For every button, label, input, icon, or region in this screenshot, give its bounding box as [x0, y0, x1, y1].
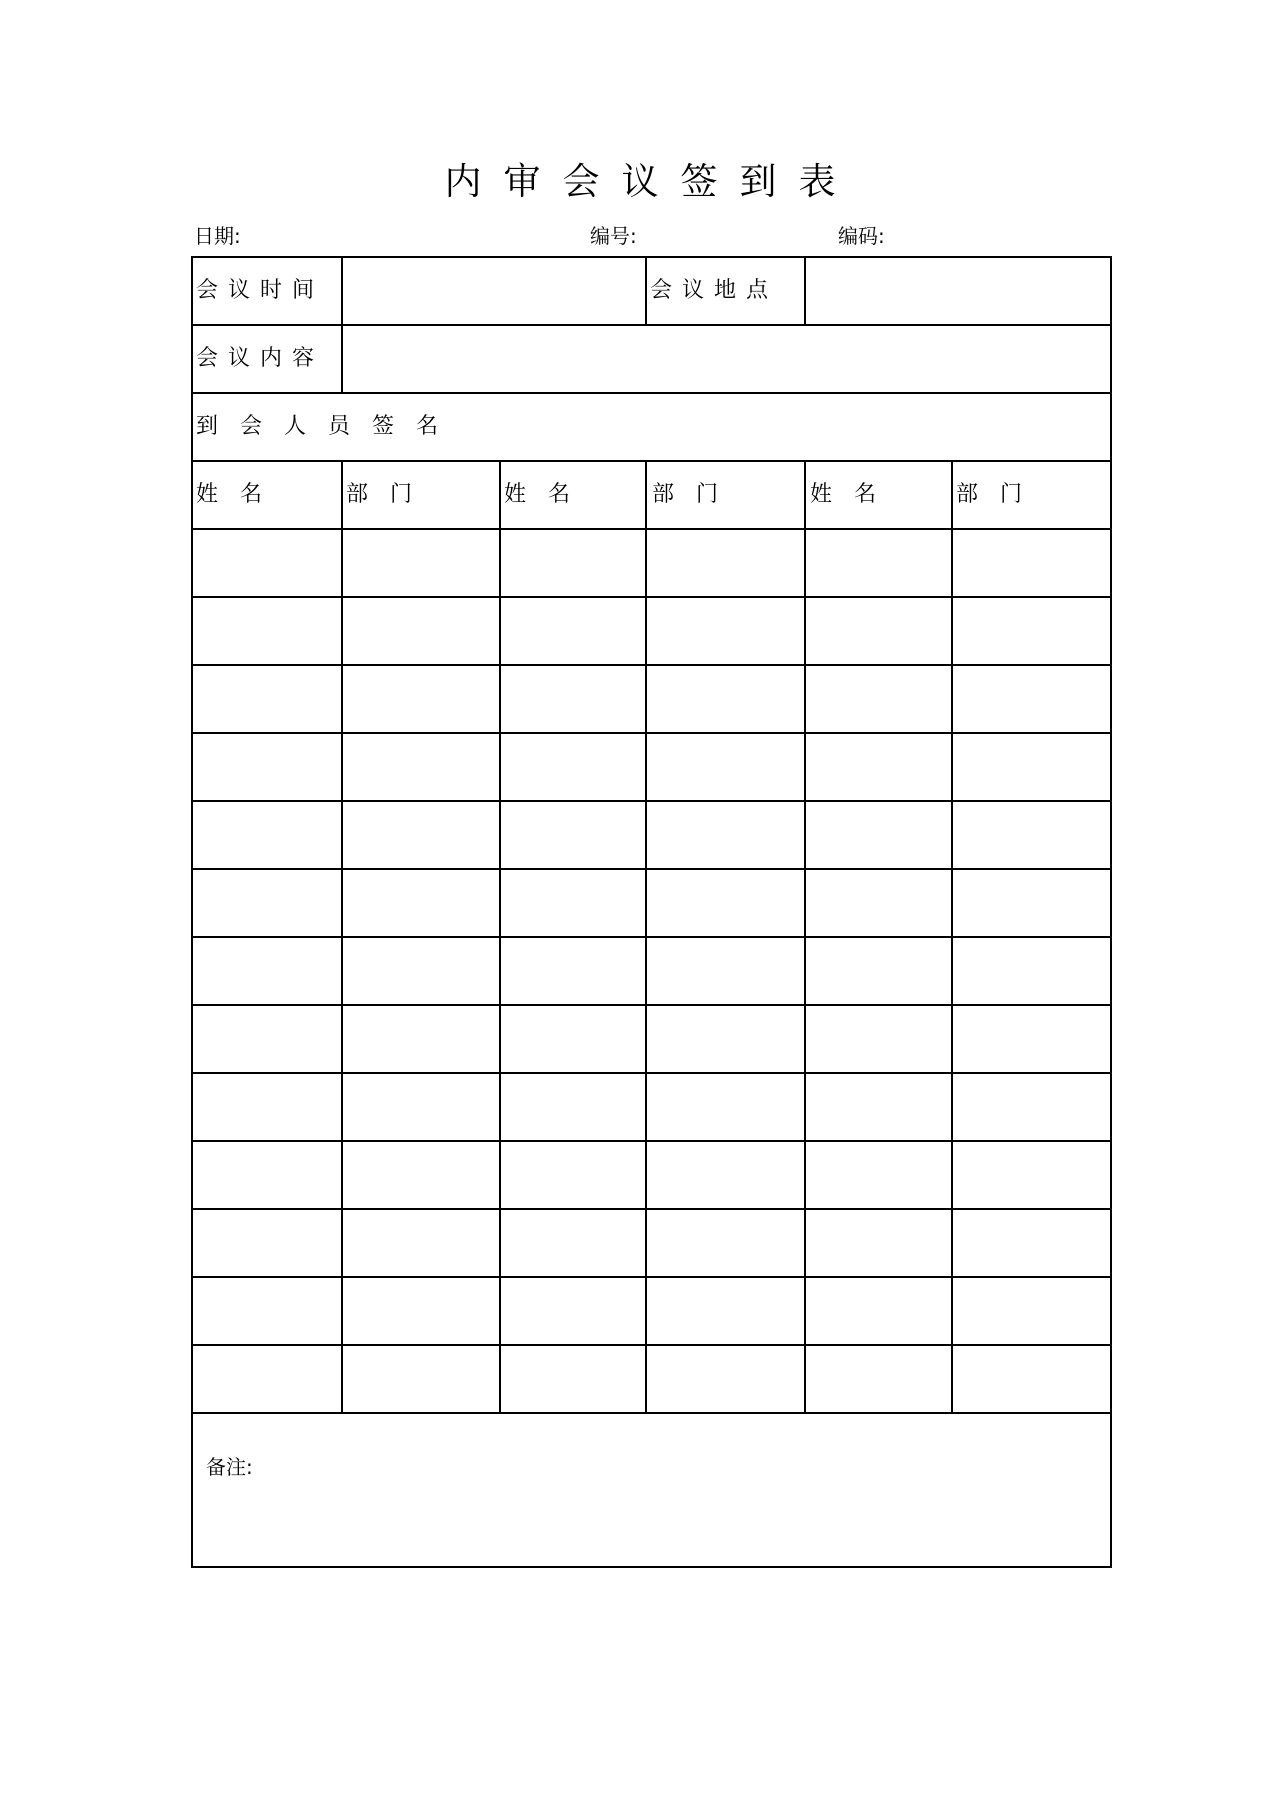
table-hline — [191, 868, 1112, 870]
table-hline — [191, 1412, 1112, 1414]
table-vline — [645, 256, 647, 324]
meeting-time-label: 会议时间 — [196, 278, 325, 303]
table-hline — [191, 1208, 1112, 1210]
table-hline — [191, 800, 1112, 802]
table-hline — [191, 324, 1112, 326]
table-hline — [191, 732, 1112, 734]
table-hline — [191, 460, 1112, 462]
attendee-signature-label: 到会人员签名 — [196, 414, 461, 439]
table-hline — [191, 1566, 1112, 1568]
column-header-dept-2: 部 门 — [652, 482, 719, 507]
table-vline-left — [191, 256, 193, 1568]
table-hline — [191, 1140, 1112, 1142]
date-label: 日期: — [194, 224, 241, 248]
page-title: 内审会议签到表 — [444, 160, 858, 203]
column-header-dept-3: 部 门 — [956, 482, 1023, 507]
meeting-place-label: 会议地点 — [650, 278, 779, 303]
table-vline — [645, 460, 647, 1412]
column-header-name-1: 姓 名 — [196, 482, 263, 507]
table-vline — [804, 256, 806, 324]
table-hline — [191, 664, 1112, 666]
column-header-name-2: 姓 名 — [504, 482, 571, 507]
table-vline — [951, 460, 953, 1412]
table-vline — [804, 460, 806, 1412]
table-vline — [341, 324, 343, 392]
table-hline — [191, 392, 1112, 394]
table-hline — [191, 1004, 1112, 1006]
remarks-label: 备注: — [206, 1455, 253, 1479]
table-vline — [341, 460, 343, 1412]
table-hline — [191, 1276, 1112, 1278]
table-vline-right — [1110, 256, 1112, 1568]
table-hline — [191, 936, 1112, 938]
table-hline — [191, 256, 1112, 258]
table-hline — [191, 596, 1112, 598]
table-vline — [341, 256, 343, 324]
table-hline — [191, 1072, 1112, 1074]
column-header-name-3: 姓 名 — [810, 482, 877, 507]
code-label: 编码: — [838, 224, 885, 248]
table-vline — [499, 460, 501, 1412]
number-label: 编号: — [590, 224, 637, 248]
meeting-content-label: 会议内容 — [196, 346, 325, 371]
table-hline — [191, 1344, 1112, 1346]
column-header-dept-1: 部 门 — [346, 482, 413, 507]
table-hline — [191, 528, 1112, 530]
